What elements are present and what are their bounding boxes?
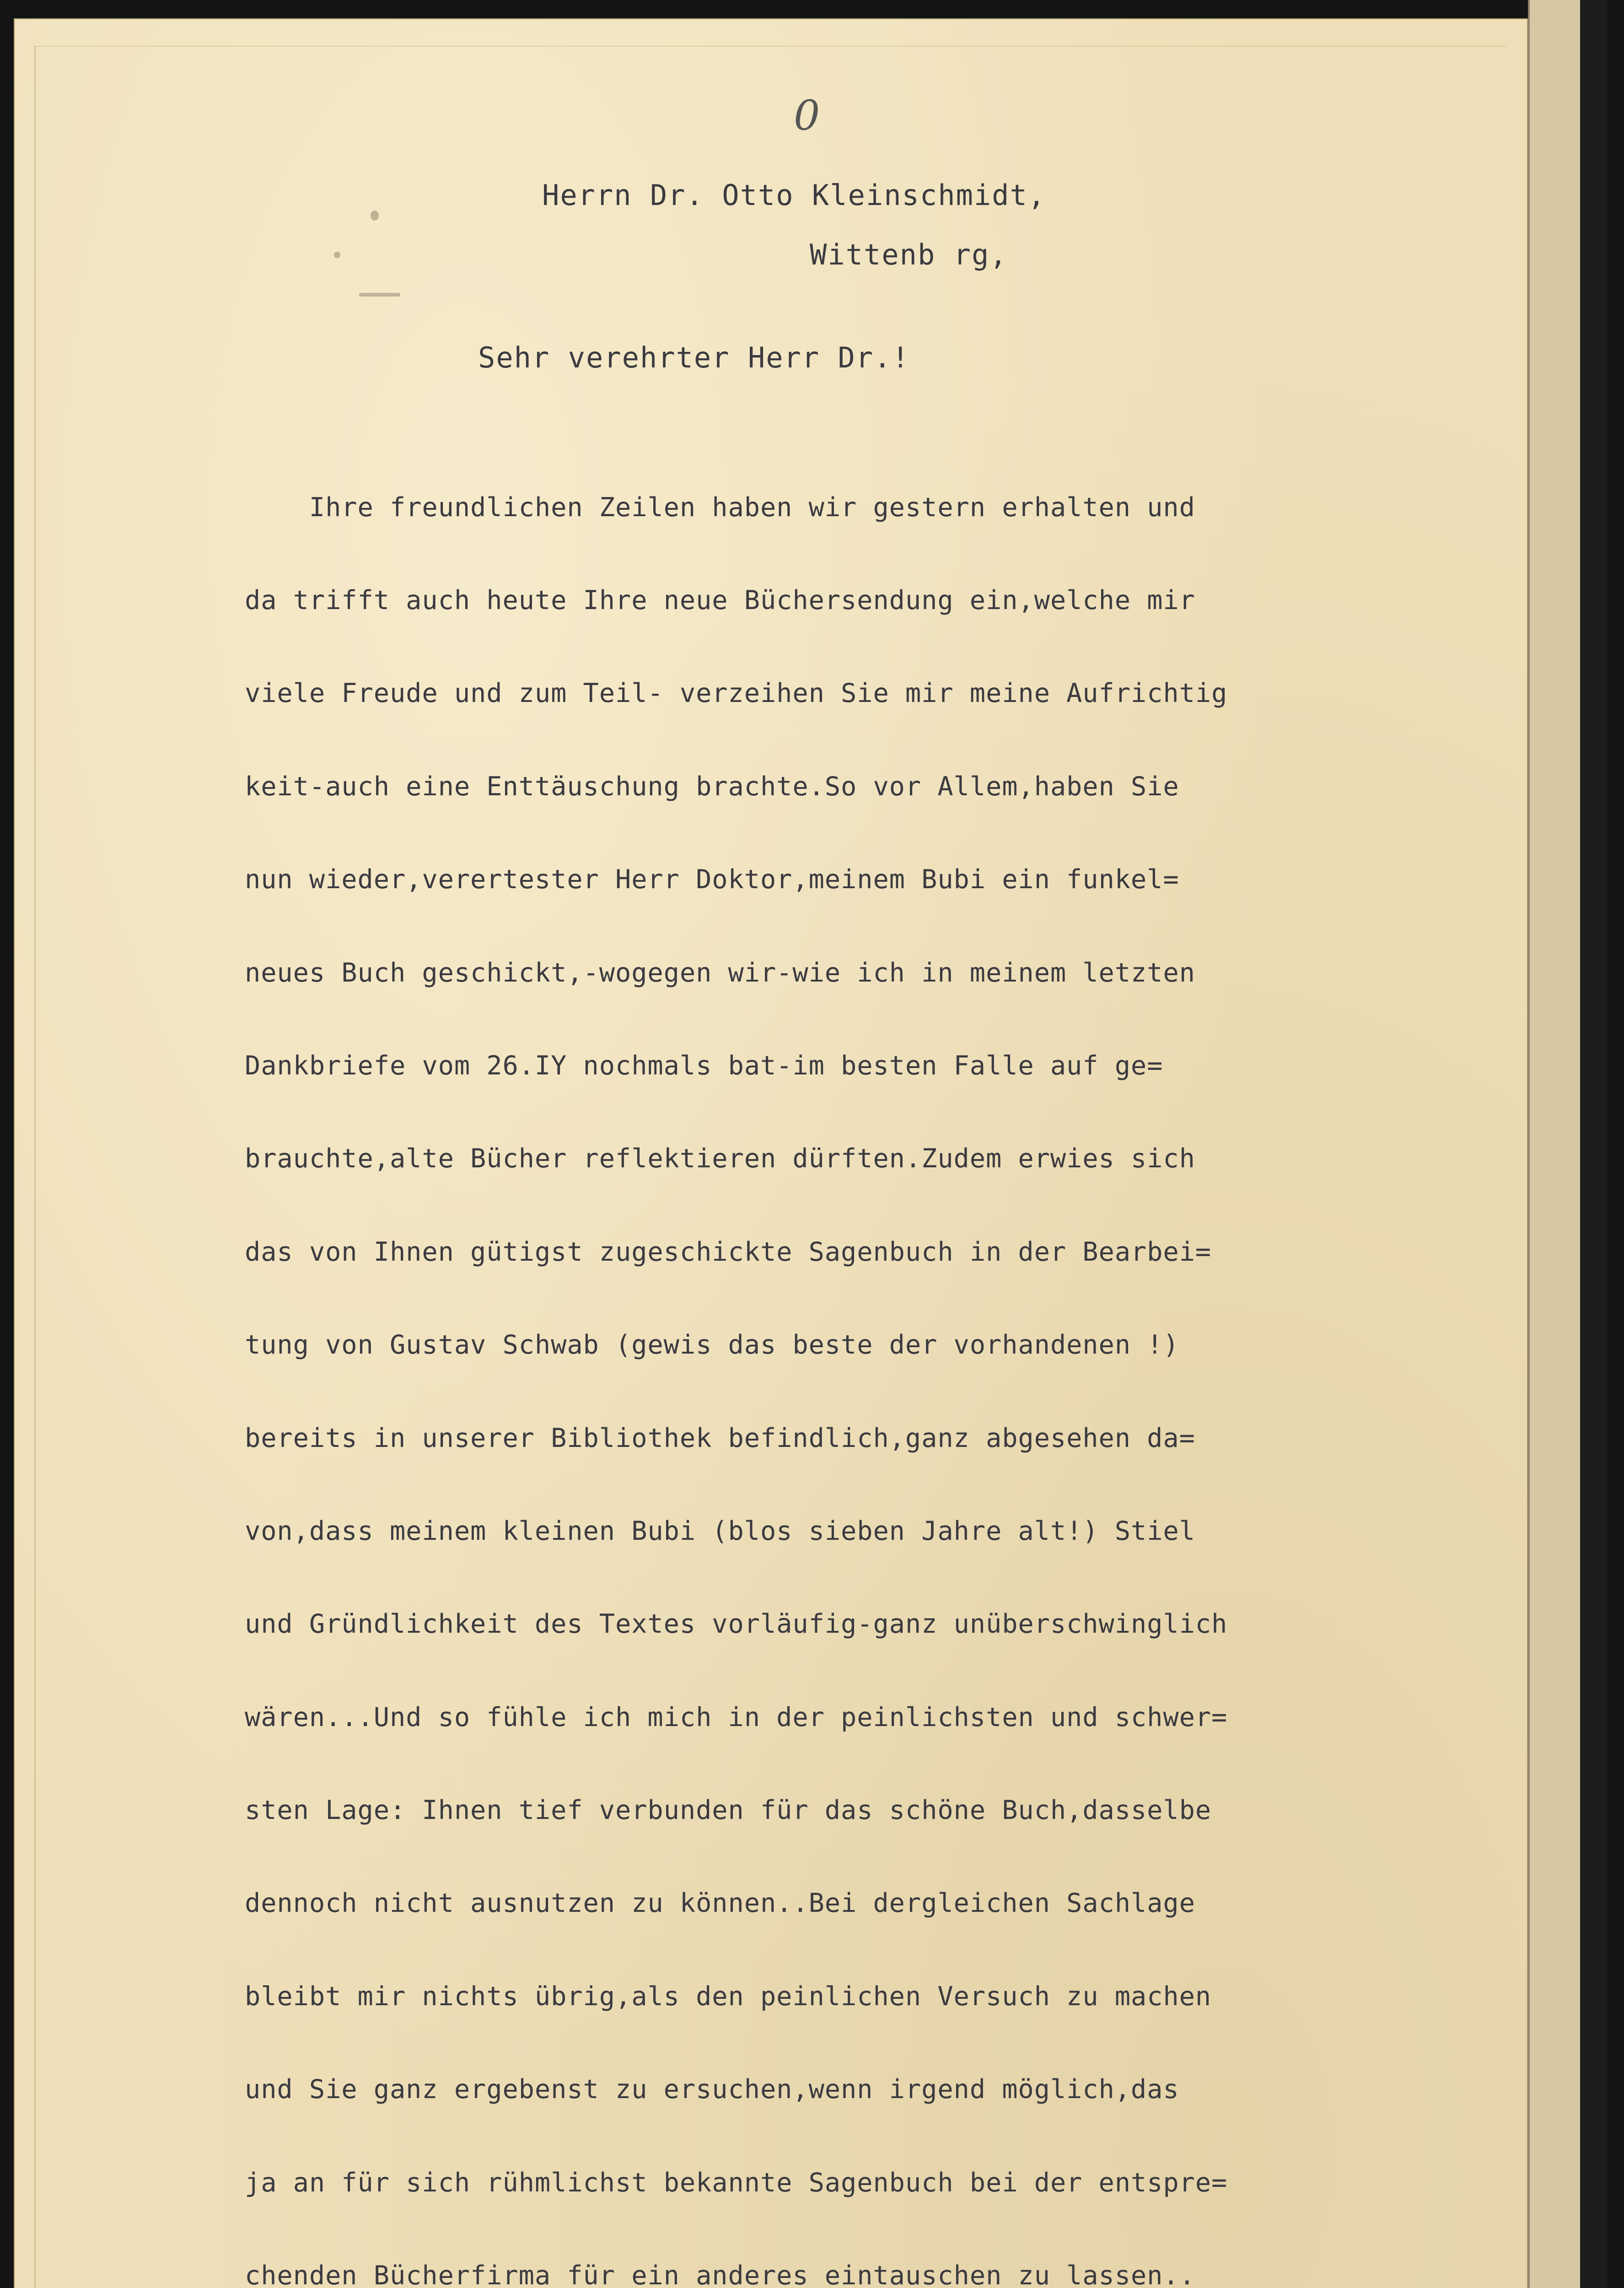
body-line: ja an für sich rühmlichst bekannte Sagenbuch bei der entspre= <box>245 2167 1228 2198</box>
page-number: 0 <box>794 92 820 140</box>
letter-page <box>14 18 1528 2288</box>
body-line: neues Buch geschickt,-wogegen wir-wie ich in meinem letzten <box>245 957 1195 988</box>
body-line: Ihre freundlichen Zeilen haben wir gestern erhalten und <box>245 492 1195 523</box>
archive-backing-strip <box>1528 0 1608 2288</box>
body-line: brauchte,alte Bücher reflektieren dürften.Zudem erwies sich <box>245 1144 1195 1174</box>
city-line: Wittenb rg, <box>810 238 1008 271</box>
body-line: viele Freude und zum Teil- verzeihen Sie mir meine Aufrichtig <box>245 678 1228 709</box>
salutation: Sehr verehrter Herr Dr.! <box>478 341 910 374</box>
body-line: bleibt mir nichts übrig,als den peinlichen Versuch zu machen <box>245 1981 1212 2012</box>
body-line: tung von Gustav Schwab (gewis das beste der vorhandenen !) <box>245 1330 1179 1360</box>
body-line: keit-auch eine Enttäuschung brachte.So vor Allem,haben Sie <box>245 771 1179 802</box>
addressee-line: Herrn Dr. Otto Kleinschmidt, <box>542 178 1046 212</box>
ink-smudge <box>359 293 400 297</box>
body-line: von,dass meinem kleinen Bubi (blos sieben Jahre alt!) Stiel <box>245 1516 1195 1546</box>
letter-body <box>245 430 1521 2288</box>
body-line: und Gründlichkeit des Textes vorläufig-ganz unüberschwinglich <box>245 1609 1228 1640</box>
body-line: das von Ihnen gütigst zugeschickte Sagenbuch in der Bearbei= <box>245 1236 1212 1267</box>
ink-smudge <box>334 252 340 258</box>
body-line: bereits in unserer Bibliothek befindlich,ganz abgesehen da= <box>245 1423 1195 1453</box>
body-line: wären...Und so fühle ich mich in der peinlichsten und schwer= <box>245 1702 1228 1732</box>
body-line: Dankbriefe vom 26.IY nochmals bat-im besten Falle auf ge= <box>245 1050 1163 1081</box>
body-line: chenden Bücherfirma für ein anderes eintauschen zu lassen.. <box>245 2261 1195 2288</box>
ink-smudge <box>371 210 379 221</box>
body-line: nun wieder,verertester Herr Doktor,meinem Bubi ein funkel= <box>245 864 1179 895</box>
body-line: sten Lage: Ihnen tief verbunden für das schöne Buch,dasselbe <box>245 1795 1212 1826</box>
body-line: und Sie ganz ergebenst zu ersuchen,wenn irgend möglich,das <box>245 2074 1179 2105</box>
body-line: da trifft auch heute Ihre neue Büchersendung ein,welche mir <box>245 585 1195 615</box>
body-line: dennoch nicht ausnutzen zu können..Bei dergleichen Sachlage <box>245 1888 1195 1919</box>
